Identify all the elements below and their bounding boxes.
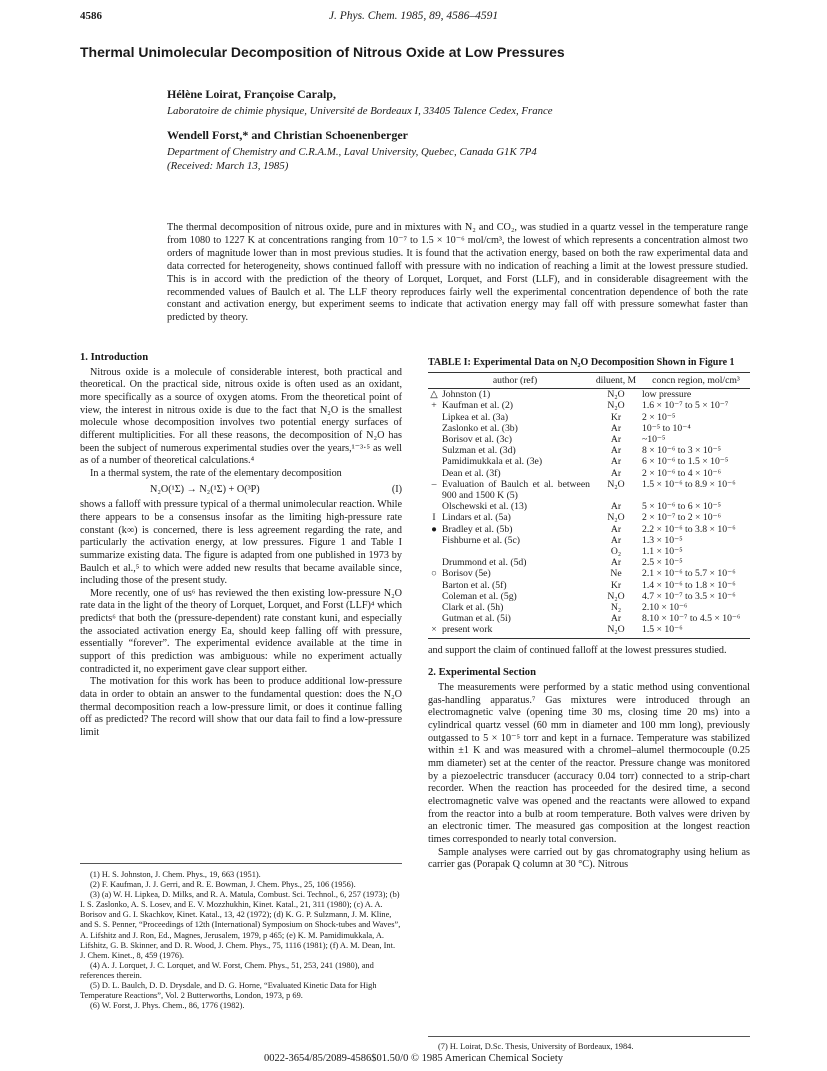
table-diluent: Ar	[610, 422, 622, 434]
table-symbol	[428, 546, 440, 557]
reference-1: (1) H. S. Johnston, J. Chem. Phys., 19, 663 (1951).	[90, 870, 261, 879]
table-row	[428, 580, 750, 591]
affiliation-1: Laboratoire de chimie physique, Université de Bordeaux I, 33405 Talence Cedex, France	[167, 105, 553, 117]
table-row	[428, 524, 750, 535]
table-row	[428, 434, 750, 445]
table-row	[428, 423, 750, 434]
left-column	[80, 352, 402, 740]
table-concn: 2.5 × 10⁻⁵	[642, 557, 683, 569]
intro-paragraph-3: shows a falloff with pressure typical of a thermal unimolecular reaction. While there appears to be a consensus insofar as the limiting high-pressure rate constant (k∞) is concerned, there is less agreement regarding the rate, and particularly the activation energy, at low pressures. Figure 1 and Table I summarize existing data. The figure is adapted from one published in 1973 by Baulch et al.,⁵ to which were added new results that became available since, including those of the present study.	[80, 499, 402, 587]
reference-5: (5) D. L. Baulch, D. D. Drysdale, and D. G. Horne, “Evaluated Kinetic Data for High Temperature Reactions”, Vol. 2 Butterworths, London, 1973, p 69.	[80, 981, 377, 1001]
table-concn: 5 × 10⁻⁶ to 6 × 10⁻⁵	[642, 501, 722, 513]
experimental-paragraph-2: Sample analyses were carried out by gas chromatography using helium as carrier gas (Porapak Q column at 30 °C). Nitrous	[428, 846, 750, 871]
table-author: Olschewski et al. (13)	[442, 501, 528, 513]
table-header-row	[428, 373, 750, 389]
table-diluent: Ne	[610, 568, 622, 580]
table-row	[428, 468, 750, 479]
table-author: Evaluation of Baulch et al. between 900 and 1500 K (5)	[442, 478, 590, 502]
received-date: (Received: March 13, 1985)	[167, 160, 289, 172]
table-diluent: N₂O	[607, 478, 625, 490]
table-diluent: N₂O	[607, 400, 625, 412]
table-row	[428, 535, 750, 546]
table-symbol: I	[432, 512, 436, 524]
table-diluent: Kr	[610, 411, 622, 423]
table-row	[428, 624, 750, 638]
table-row	[428, 546, 750, 557]
table-symbol	[428, 613, 440, 624]
table-concn: 1.1 × 10⁻⁵	[642, 546, 683, 558]
table-author: Clark et al. (5h)	[442, 602, 504, 614]
table-symbol	[428, 445, 440, 456]
equation-1	[80, 481, 402, 500]
table-symbol	[428, 602, 440, 613]
table-author: Pamidimukkala et al. (3e)	[442, 456, 543, 468]
table-author: Coleman et al. (5g)	[442, 590, 517, 602]
table-author: Borisov et al. (3c)	[442, 434, 512, 446]
table-row	[428, 445, 750, 456]
table-author	[440, 546, 590, 557]
table-symbol	[428, 423, 440, 434]
table-diluent: N₂	[610, 602, 622, 614]
table-symbol	[428, 580, 440, 591]
table-row	[428, 512, 750, 523]
right-column	[428, 357, 750, 872]
table-symbol: ○	[431, 568, 437, 580]
table-symbol: △	[430, 389, 438, 401]
table-concn: 2.1 × 10⁻⁶ to 5.7 × 10⁻⁶	[642, 568, 736, 580]
table-row	[428, 400, 750, 411]
table-diluent: N₂O	[607, 389, 625, 401]
table-author: Johnston (1)	[442, 389, 491, 401]
experimental-heading: 2. Experimental Section	[428, 667, 536, 679]
intro-paragraph-4: More recently, one of us⁶ has reviewed the then existing low-pressure N₂O rate data in the light of the theory of Lorquet, Lorquet, and Forst (LLF)⁴ which predicts⁶ that both the (pressure-dependent) rate constant kuni, and especially the associated activation energy Ea, should keep falling off with pressure, essentially “forever”. The experimental evidence available at the time in support of this prediction was ambiguous: while no experiment actually contradicted it, no experiment gave clear support either.	[80, 587, 402, 675]
table-author: Lipkea et al. (3a)	[442, 411, 509, 423]
table-row	[428, 557, 750, 568]
table-caption: TABLE I: Experimental Data on N₂O Decomposition Shown in Figure 1	[428, 357, 735, 368]
table-author: Lindars et al. (5a)	[442, 512, 511, 524]
intro-paragraph-6: and support the claim of continued falloff at the lowest pressures studied.	[428, 644, 727, 656]
table-symbol	[428, 501, 440, 512]
references	[80, 863, 402, 1011]
abstract: The thermal decomposition of nitrous oxide, pure and in mixtures with N₂ and CO₂, was studied in a quartz vessel in the temperature range from 1080 to 1227 K at concentrations ranging from 10⁻⁷ to 1.5 × 10⁻⁶ mol/cm³, the lowest of which represents a concentration almost two orders of magnitude lower than in most previous studies. It is found that the activation energy, based on both the raw experimental data and data corrected for heterogeneity, shows continued falloff with pressure with no indication of reaching a limit at the lowest pressure studied. This is in accord with the prediction of the theory of Lorquet, Lorquet, and Forst (LLF), and in considerable disagreement with the recommended values of Baulch et al. The LLF theory reproduces fairly well the experimental concentration dependence of both the rate constant and activation energy, but experiment seems to indicate that activation energy may fall off with pressure somewhat faster than predicted by theory.	[167, 222, 748, 324]
table-diluent: Ar	[610, 534, 622, 546]
table-row	[428, 568, 750, 579]
table-diluent: Ar	[610, 434, 622, 446]
intro-paragraph-1: Nitrous oxide is a molecule of considerable interest, both practical and theoretical. On the practical side, nitrous oxide is often used as an oxidant, more specifically as a source of oxygen atoms. From the theoretical point of view, the interest in nitrous oxide is due to the fact that N₂O is the smallest molecule whose decomposition involves two potential energy surfaces of different multiplicities. For all these reasons, the decomposition of N₂O has been the subject of numerous experimental studies over the years,¹⁻³·⁵ as well as of a number of theoretical calculations.⁴	[80, 366, 402, 467]
table-diluent: Ar	[610, 523, 622, 535]
reference-2: (2) F. Kaufman, J. J. Gerri, and R. E. Bowman, J. Chem. Phys., 25, 106 (1956).	[90, 880, 356, 890]
introduction-heading: 1. Introduction	[80, 352, 149, 363]
table-symbol	[428, 591, 440, 602]
table-author: Bradley et al. (5b)	[442, 523, 513, 535]
table-diluent: Kr	[610, 579, 622, 591]
table-row	[428, 456, 750, 467]
table-diluent: Ar	[610, 445, 622, 457]
table-symbol	[428, 434, 440, 445]
table-concn: 10⁻⁵ to 10⁻⁴	[642, 422, 691, 434]
table-row	[428, 591, 750, 602]
table-diluent: Ar	[610, 467, 622, 479]
footnote-7: (7) H. Loirat, D.Sc. Thesis, University of Bordeaux, 1984.	[428, 1036, 750, 1051]
table-symbol: ●	[431, 523, 437, 535]
table-author: present work	[440, 624, 590, 638]
table-symbol	[428, 412, 440, 423]
table-diluent: Ar	[610, 613, 622, 625]
table-author: Fishburne et al. (5c)	[442, 534, 521, 546]
authors-group-2: Wendell Forst,* and Christian Schoenenberger	[167, 128, 409, 142]
table-symbol	[428, 535, 440, 546]
intro-paragraph-2: In a thermal system, the rate of the elementary decomposition	[90, 467, 342, 479]
table-concn: 2 × 10⁻⁵	[642, 411, 676, 423]
equation-label: (I)	[391, 483, 402, 495]
intro-paragraph-5: The motivation for this work has been to produce additional low-pressure data in order to obtain an answer to the fundamental question: does the N₂O thermal decomposition reach a low-pressure limit, or does it continue falling off as predicted? The record will show that our data fail to find a low-pressure limit	[80, 676, 402, 739]
table-concn: 1.5 × 10⁻⁶ to 8.9 × 10⁻⁶	[642, 478, 736, 490]
table-symbol	[428, 456, 440, 467]
table-diluent: Ar	[610, 501, 622, 513]
table-concn: 2 × 10⁻⁷ to 2 × 10⁻⁶	[642, 512, 722, 524]
table-diluent: O₂	[610, 546, 622, 558]
table-concn: ~10⁻⁵	[642, 434, 666, 446]
table-author: Borisov (5e)	[442, 568, 491, 580]
table-concn: 1.5 × 10⁻⁶	[642, 624, 750, 638]
experimental-paragraph-1: The measurements were performed by a static method using conventional gas-handling apparatus.⁷ Gas mixtures were introduced through an electromagnetic valve (opening time 30 ms, closing time 20 ms) into a cylindrical quartz vessel (60 mm in diameter and 100 mm long), previously outgassed to 5 × 10⁻⁵ torr and kept in a furnace. Temperature was stabilized within ±1 K and was measured with a chromel–alumel thermocouple (0.25 mm diameter) set at the center of the reactor. Pressure change was monitored by a piezoelectric transducer (accuracy 0.04 torr) connected to a strip-chart recorder. When the reaction has proceeded for the desired time, a second electromagnetic valve was opened and the reactants were allowed to expand from the reactor into a bulb at room temperature. Both valves were driven by an electronic timer. The measured gas composition at the longest reaction times corresponded to nearly total conversion.	[428, 681, 750, 845]
table-row	[428, 602, 750, 613]
table-concn: 2 × 10⁻⁶ to 4 × 10⁻⁶	[642, 467, 722, 479]
table-author: Sulzman et al. (3d)	[442, 445, 516, 457]
table-diluent: N₂O	[607, 512, 625, 524]
table-header-author: author (ref)	[440, 373, 590, 389]
table-concn: low pressure	[642, 389, 692, 401]
table-row	[428, 389, 750, 401]
table-row	[428, 479, 750, 501]
table-symbol: +	[431, 400, 437, 412]
table-header-concn: concn region, mol/cm³	[642, 373, 750, 389]
table-header-diluent: diluent, M	[590, 373, 642, 389]
equation-expression: N₂O(¹Σ) → N₂(¹Σ) + O(³P)	[150, 483, 260, 495]
table-concn: 1.6 × 10⁻⁷ to 5 × 10⁻⁷	[642, 400, 729, 412]
table-diluent: Ar	[610, 456, 622, 468]
table-concn: 8 × 10⁻⁶ to 3 × 10⁻⁵	[642, 445, 722, 457]
table-concn: 1.3 × 10⁻⁵	[642, 534, 683, 546]
table-row	[428, 412, 750, 423]
journal-header: J. Phys. Chem. 1985, 89, 4586–4591	[328, 10, 499, 22]
authors-group-1: Hélène Loirat, Françoise Caralp,	[167, 87, 336, 101]
page-number: 4586	[80, 10, 102, 22]
table-author: Gutman et al. (5i)	[442, 613, 511, 625]
table-concn: 8.10 × 10⁻⁷ to 4.5 × 10⁻⁶	[642, 613, 741, 625]
table-row	[428, 501, 750, 512]
table-symbol	[428, 557, 440, 568]
table-author: Zaslonko et al. (3b)	[442, 422, 518, 434]
table-concn: 6 × 10⁻⁶ to 1.5 × 10⁻⁵	[642, 456, 729, 468]
table-diluent: Ar	[610, 557, 622, 569]
reference-6: (6) W. Forst, J. Phys. Chem., 86, 1776 (1982).	[90, 1001, 245, 1011]
table-symbol: –	[431, 478, 437, 490]
table-author: Kaufman et al. (2)	[442, 400, 514, 412]
data-table	[428, 372, 750, 639]
affiliation-2: Department of Chemistry and C.R.A.M., Laval University, Quebec, Canada G1K 7P4	[167, 146, 537, 158]
table-diluent: N₂O	[607, 590, 625, 602]
reference-3: (3) (a) W. H. Lipkea, D. Milks, and R. A. Matula, Combust. Sci. Technol., 6, 257 (1973); (b) I. S. Zaslonko, A. S. Losev, and E. V. Mozzhukhin, Kinet. Katal., 21, 311 (1980); (c) A. A. Borisov and G. I. Skachkov, Kinet. Katal., 13, 42 (1972); (d) K. G. P. Sulzmann, J. M. Kline, and S. S. Penner, “Proceedings of 12th (International) Symposium on Shock-tubes and Waves”, A. Lifshitz and J. Ron, Ed., Magnes, Jerusalem, 1979, p 465; (e) K. M. Pamidimukkala, A. Lifshitz, G. B. Skinner, and D. R. Wood, J. Chem. Phys., 75, 1116 (1981); (f) A. M. Dean, Int. J. Chem. Kinet., 8, 459 (1976).	[80, 890, 401, 960]
copyright-footer: 0022-3654/85/2089-4586$01.50/0 © 1985 American Chemical Society	[263, 1053, 564, 1064]
table-symbol	[428, 468, 440, 479]
table-author: Barton et al. (5f)	[442, 579, 507, 591]
table-row	[428, 613, 750, 624]
table-diluent: N₂O	[590, 624, 642, 638]
reference-4: (4) A. J. Lorquet, J. C. Lorquet, and W. Forst, Chem. Phys., 51, 253, 241 (1980), and references therein.	[80, 960, 374, 980]
table-concn: 4.7 × 10⁻⁷ to 3.5 × 10⁻⁶	[642, 590, 736, 602]
paper-title: Thermal Unimolecular Decomposition of Nitrous Oxide at Low Pressures	[80, 44, 565, 60]
table-symbol: ×	[428, 624, 440, 638]
table-concn: 1.4 × 10⁻⁶ to 1.8 × 10⁻⁶	[642, 579, 736, 591]
table-concn: 2.10 × 10⁻⁶	[642, 602, 688, 614]
table-author: Drummond et al. (5d)	[442, 557, 527, 569]
table-concn: 2.2 × 10⁻⁶ to 3.8 × 10⁻⁶	[642, 523, 736, 535]
table-author: Dean et al. (3f)	[442, 467, 501, 479]
